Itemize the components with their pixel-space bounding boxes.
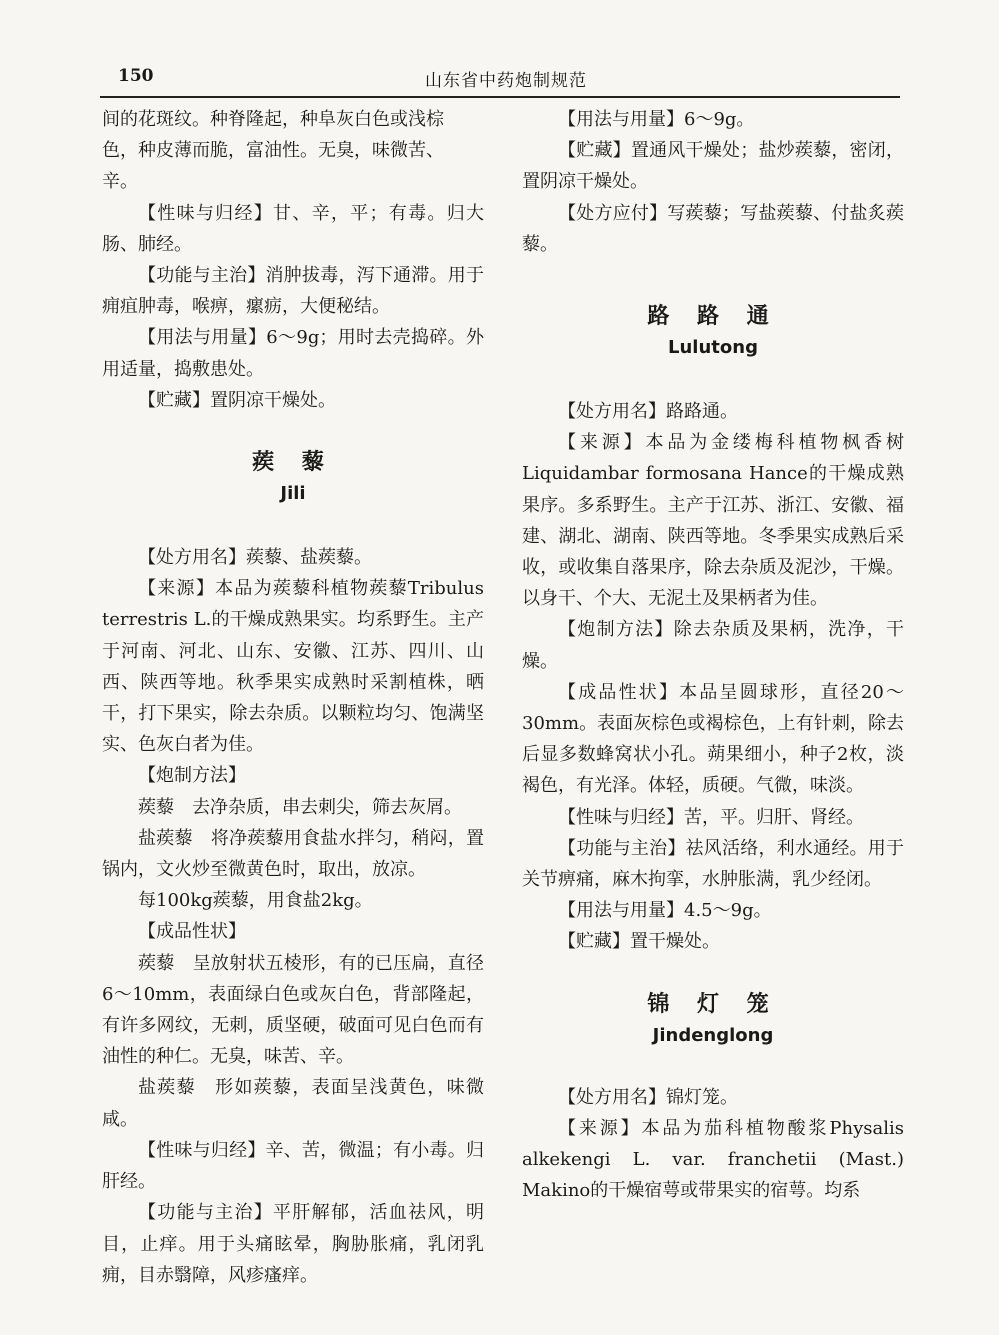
left-column bbox=[102, 104, 484, 1291]
paragraph: 【来源】本品为茄科植物酸浆Physalis alkekengi L. var. franchetii (Mast.) Makino的干燥宿萼或带果实的宿萼。均系 bbox=[522, 1117, 904, 1202]
paragraph: 【炮制方法】除去杂质及果柄，洗净，干燥。 bbox=[522, 619, 904, 672]
paragraph: 【性味与归经】辛、苦，微温；有小毒。归肝经。 bbox=[102, 1139, 484, 1193]
paragraph: 【处方应付】写蒺藜；写盐蒺藜、付盐炙蒺藜。 bbox=[522, 202, 904, 255]
paragraph: 【炮制方法】 bbox=[138, 765, 246, 787]
header-rule bbox=[100, 96, 900, 98]
paragraph: 【贮藏】置阴凉干燥处。 bbox=[138, 389, 336, 411]
page-number: 150 bbox=[118, 66, 154, 86]
paragraph: 【贮藏】置干燥处。 bbox=[558, 931, 720, 953]
entry-title-lulutong: 路 路 通 bbox=[647, 304, 779, 330]
right-column bbox=[522, 104, 904, 1206]
entry-title-jindenglong: 锦 灯 笼 bbox=[647, 991, 779, 1017]
paragraph: 【用法与用量】4.5～9g。 bbox=[558, 900, 772, 922]
paragraph: 蒺藜 呈放射状五棱形，有的已压扁，直径6～10mm，表面绿白色或灰白色，背部隆起，有许多网纹，无刺，质坚硬，破面可见白色而有油性的种仁。无臭，味苦、辛。 bbox=[102, 952, 484, 1068]
running-title: 山东省中药炮制规范 bbox=[425, 71, 587, 91]
paragraph: 【功能与主治】祛风活络，利水通经。用于关节痹痛，麻木拘挛，水肿胀满，乳少经闭。 bbox=[522, 837, 904, 891]
text-line: 辛。 bbox=[102, 171, 138, 193]
paragraph: 【功能与主治】平肝解郁，活血祛风，明目，止痒。用于头痛眩晕，胸胁胀痛，乳闭乳痈，目赤翳障，风疹瘙痒。 bbox=[102, 1202, 484, 1286]
paragraph: 每100kg蒺藜，用食盐2kg。 bbox=[138, 890, 373, 912]
entry-title-jili: 蒺 藜 bbox=[252, 450, 334, 476]
entry-pinyin-jindenglong: Jindenglong bbox=[652, 1024, 774, 1046]
paragraph: 【性味与归经】甘、辛，平；有毒。归大肠、肺经。 bbox=[102, 202, 484, 255]
paragraph: 盐蒺藜 形如蒺藜，表面呈浅黄色，味微咸。 bbox=[102, 1077, 484, 1130]
entry-pinyin-lulutong: Lulutong bbox=[668, 337, 758, 359]
paragraph: 【处方用名】路路通。 bbox=[558, 401, 738, 423]
text-line: 色，种皮薄而脆，富油性。无臭，味微苦、 bbox=[102, 140, 444, 162]
paragraph: 蒺藜 去净杂质，串去刺尖，筛去灰屑。 bbox=[138, 796, 462, 818]
paragraph: 【成品性状】本品呈圆球形，直径20～30mm。表面灰棕色或褐棕色，上有针刺，除去后显多数蜂窝状小孔。蒴果细小，种子2枚，淡褐色，有光泽。体轻，质硬。气微，味淡。 bbox=[522, 681, 904, 797]
paragraph: 【性味与归经】苦，平。归肝、肾经。 bbox=[558, 806, 864, 828]
text-line: 间的花斑纹。种脊隆起，种阜灰白色或浅棕 bbox=[102, 109, 444, 130]
paragraph: 【处方用名】蒺藜、盐蒺藜。 bbox=[138, 547, 372, 569]
paragraph: 【用法与用量】6～9g。 bbox=[558, 109, 755, 130]
paragraph: 【来源】本品为蒺藜科植物蒺藜Tribulus terrestris L.的干燥成熟果实。均系野生。主产于河南、河北、山东、安徽、江苏、四川、山西、陕西等地。秋季果实成熟时采割植株，晒干，打下果实，除去杂质。以颗粒均匀、饱满坚实、色灰白者为佳。 bbox=[102, 578, 484, 756]
paragraph: 【用法与用量】6～9g；用时去壳捣碎。外用适量，捣敷患处。 bbox=[102, 327, 484, 380]
paragraph: 【贮藏】置通风干燥处；盐炒蒺藜，密闭，置阴凉干燥处。 bbox=[522, 140, 904, 193]
paragraph: 【功能与主治】消肿拔毒，泻下通滞。用于痈疽肿毒，喉痹，瘰疬，大便秘结。 bbox=[102, 265, 484, 318]
paragraph: 盐蒺藜 将净蒺藜用食盐水拌匀，稍闷，置锅内，文火炒至微黄色时，取出，放凉。 bbox=[102, 827, 484, 881]
page-header bbox=[0, 0, 999, 100]
paragraph: 【处方用名】锦灯笼。 bbox=[558, 1086, 738, 1108]
paragraph: 【成品性状】 bbox=[138, 921, 246, 943]
entry-pinyin-jili: Jili bbox=[280, 483, 306, 505]
paragraph: 【来源】本品为金缕梅科植物枫香树Liquidambar formosana Hance的干燥成熟果序。多系野生。主产于江苏、浙江、安徽、福建、湖北、湖南、陕西等地。冬季果实成熟后采收，或收集自落果序，除去杂质及泥沙，干燥。以身干、个大、无泥土及果柄者为佳。 bbox=[522, 432, 904, 610]
